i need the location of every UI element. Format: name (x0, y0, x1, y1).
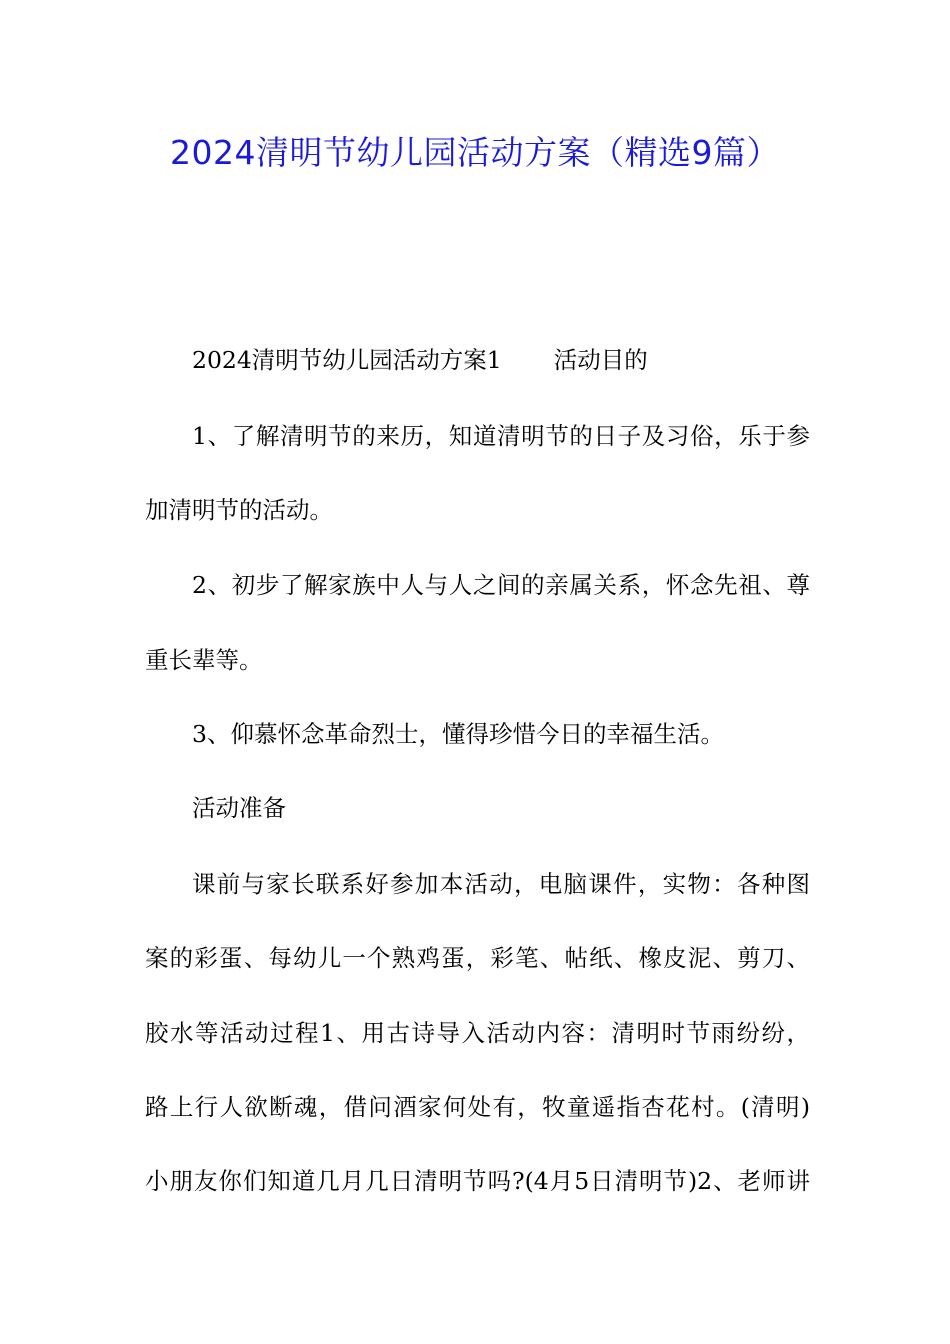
case-heading: 2024清明节幼儿园活动方案1 (192, 346, 502, 374)
heading-line (192, 340, 810, 380)
goal3-line: 3、仰慕怀念革命烈士，懂得珍惜今日的幸福生活。 (192, 720, 724, 748)
prep-heading: 活动准备 (192, 794, 286, 822)
prep-line-2: 案的彩蛋、每幼儿一个熟鸡蛋，彩笔、帖纸、橡皮泥、剪刀、 (145, 944, 810, 972)
prep-line-4: 路上行人欲断魂，借问酒家何处有，牧童遥指杏花村。(清明) (145, 1093, 810, 1121)
prep-line-3: 胶水等活动过程1、用古诗导入活动内容：清明时节雨纷纷， (145, 1019, 810, 1047)
goal1-line-1: 1、了解清明节的来历，知道清明节的日子及习俗，乐于参 (192, 422, 810, 450)
goal-heading: 活动目的 (553, 346, 648, 374)
page-title: 2024清明节幼儿园活动方案（精选9篇） (170, 133, 780, 172)
goal1-line-2: 加清明节的活动。 (145, 496, 333, 524)
goal2-line-1: 2、初步了解家族中人与人之间的亲属关系，怀念先祖、尊 (192, 571, 810, 599)
prep-line-1: 课前与家长联系好参加本活动，电脑课件，实物：各种图 (192, 870, 810, 898)
prep-line-5: 小朋友你们知道几月几日清明节吗?(4月5日清明节)2、老师讲 (145, 1167, 810, 1195)
goal2-line-2: 重长辈等。 (145, 646, 263, 674)
